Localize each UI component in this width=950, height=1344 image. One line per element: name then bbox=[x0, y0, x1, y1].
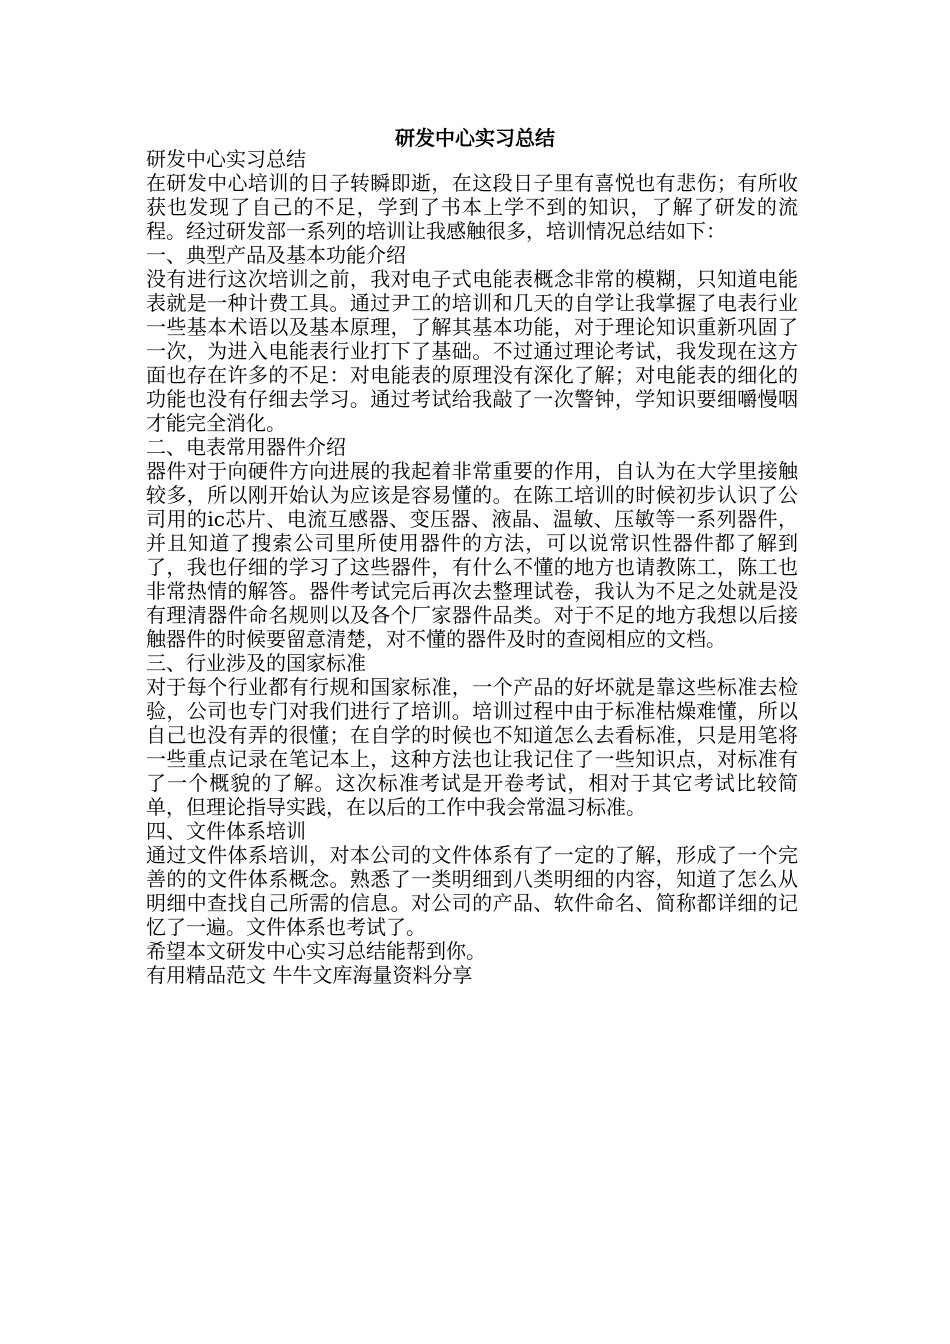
section-heading-3: 三、行业涉及的国家标准 bbox=[146, 651, 366, 675]
section-paragraph-2: 器件对于向硬件方向进展的我起着非常重要的作用，自认为在大学里接触较多，所以刚开始认为应该是容易懂的。在陈工培训的时候初步认识了公司用的ic芯片、电流互感器、变压器、液晶、温敏、压敏等一系列器件，并且知道了搜索公司里所使用器件的方法，可以说常识性器件都了解到了，我也仔细的学习了这些器件，有什么不懂的地方也请教陈工，陈工也非常热情的解答。器件考试完后再次去整理试卷，我认为不足之处就是没有理清器件命名规则以及各个厂家器件品类。对于不足的地方我想以后接触器件的时候要留意清楚，对不懂的器件及时的查阅相应的文档。 bbox=[146, 459, 798, 651]
intro-paragraph: 在研发中心培训的日子转瞬即逝，在这段日子里有喜悦也有悲伤；有所收获也发现了自己的不足，学到了书本上学不到的知识，了解了研发的流程。经过研发部一系列的培训让我感触很多，培训情况总结如下： bbox=[146, 171, 798, 243]
document-body bbox=[146, 147, 798, 987]
footer-line: 有用精品范文 牛牛文库海量资料分享 bbox=[146, 963, 473, 987]
section-heading-4: 四、文件体系培训 bbox=[146, 819, 306, 843]
closing-line: 希望本文研发中心实习总结能帮到你。 bbox=[146, 939, 486, 963]
section-heading-1: 一、典型产品及基本功能介绍 bbox=[146, 243, 406, 267]
document-title: 研发中心实习总结 bbox=[395, 126, 555, 150]
section-heading-2: 二、电表常用器件介绍 bbox=[146, 435, 346, 459]
section-paragraph-1: 没有进行这次培训之前，我对电子式电能表概念非常的模糊，只知道电能表就是一种计费工具。通过尹工的培训和几天的自学让我掌握了电表行业一些基本术语以及基本原理，了解其基本功能，对于理论知识重新巩固了一次，为进入电能表行业打下了基础。不过通过理论考试，我发现在这方面也存在许多的不足：对电能表的原理没有深化了解；对电能表的细化的功能也没有仔细去学习。通过考试给我敲了一次警钟，学知识要细嚼慢咽才能完全消化。 bbox=[146, 267, 798, 435]
section-paragraph-3: 对于每个行业都有行规和国家标准，一个产品的好坏就是靠这些标准去检验，公司也专门对我们进行了培训。培训过程中由于标准枯燥难懂，所以自己也没有弄的很懂；在自学的时候也不知道怎么去看标准，只是用笔将一些重点记录在笔记本上，这种方法也让我记住了一些知识点，对标准有了一个概貌的了解。这次标准考试是开卷考试，相对于其它考试比较简单，但理论指导实践，在以后的工作中我会常温习标准。 bbox=[146, 675, 798, 819]
section-paragraph-4: 通过文件体系培训，对本公司的文件体系有了一定的了解，形成了一个完善的的文件体系概念。熟悉了一类明细到八类明细的内容，知道了怎么从明细中查找自己所需的信息。对公司的产品、软件命名、简称都详细的记忆了一遍。文件体系也考试了。 bbox=[146, 843, 798, 939]
subtitle-line: 研发中心实习总结 bbox=[146, 147, 306, 171]
